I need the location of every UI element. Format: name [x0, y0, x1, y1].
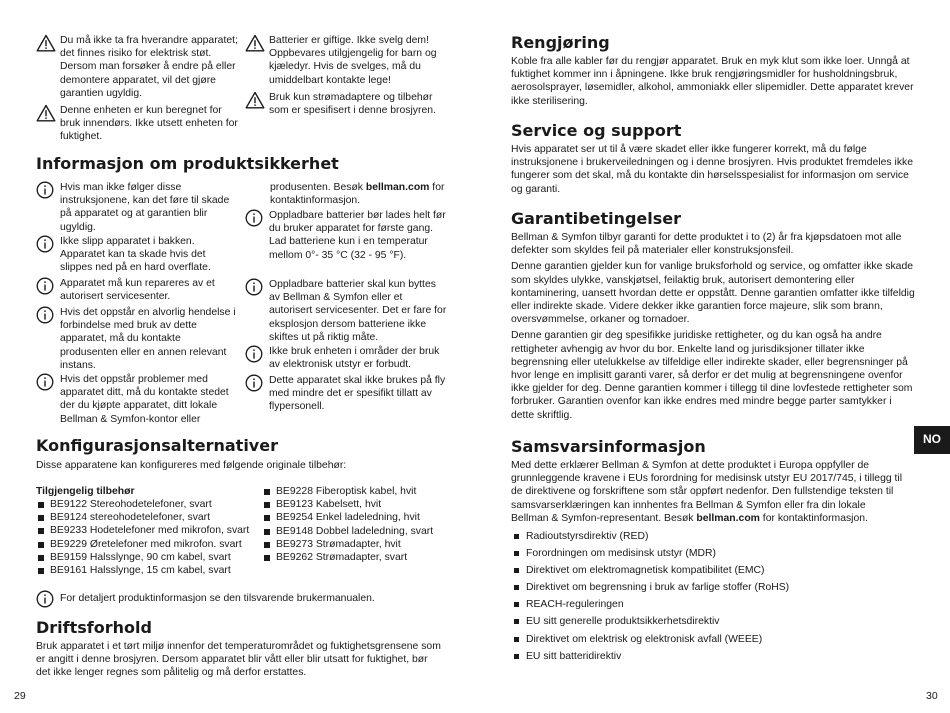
list-item: REACH-reguleringen: [511, 598, 916, 611]
info-icon: [36, 306, 60, 372]
warranty-text: [511, 231, 916, 425]
list-item: Direktivet om elektrisk og elektronisk avfall (WEEE): [511, 633, 916, 646]
warning-triangle-icon: [36, 34, 60, 100]
section-title-config: Konfigurasjonsalternativer: [36, 436, 278, 455]
info-item: [245, 209, 447, 262]
list-item: BE9161 Halsslynge, 15 cm kabel, svart: [36, 564, 256, 577]
warning-text: Du må ikke ta fra hverandre apparatet; det finnes risiko for elektrisk støt. Dersom man forsøker å endre på eller demontere apparatet, vil det gjøre garantien ugyldig.: [60, 35, 238, 99]
list-item: EU sitt generelle produktsikkerhetsdirektiv: [511, 615, 916, 628]
list-item: BE9262 Strømadapter, svart: [262, 551, 452, 564]
warning-item: [245, 34, 449, 87]
info-text: Hvis man ikke følger disse instruksjonene, kan det føre til skade på apparatet og at garantien blir ugyldig.: [60, 182, 230, 233]
accessory-list-2: [262, 485, 452, 564]
list-item: EU sitt batteridirektiv: [511, 650, 916, 663]
info-icon: [36, 181, 60, 234]
config-note: For detaljert produktinformasjon se den tilsvarende brukermanualen.: [60, 593, 375, 605]
language-tab: NO: [914, 426, 950, 454]
warning-triangle-icon: [245, 91, 269, 117]
config-subtitle: Tilgjengelig tilbehør: [36, 486, 135, 497]
section-title-safety: Informasjon om produktsikkerhet: [36, 154, 339, 173]
list-item: Direktivet om elektromagnetisk kompatibilitet (EMC): [511, 564, 916, 577]
info-text: Oppladbare batterier skal kun byttes av Bellman & Symfon eller et autorisert servicesenter. Det er fare for eksplosjon dersom batteriene ikke skiftes ut på riktig måte.: [269, 279, 447, 343]
info-item: [36, 373, 240, 426]
info-text: Apparatet må kun repareres av et autorisert servicesenter.: [60, 278, 215, 303]
list-item: BE9273 Strømadapter, hvit: [262, 538, 452, 551]
info-text-continued: produsenten. Besøk bellman.com for kontaktinformasjon.: [270, 182, 445, 207]
list-item: BE9123 Kabelsett, hvit: [262, 498, 452, 511]
warranty-paragraph: Bellman & Symfon tilbyr garanti for dette produktet i to (2) år fra kjøpsdatoen mot alle defekter som skyldes feil på materialer eller konstruksjonsfeil.: [511, 232, 902, 257]
service-text: Hvis apparatet ser ut til å være skadet eller ikke fungerer korrekt, må du følge instruksjonene i brukerveiledningen og i denne brosjyren. Hvis produktet fremdeles ikke fungerer som det skal, må du kontakte din hørselsspesialist for informasjon om service og garanti.: [511, 144, 913, 195]
info-icon: [245, 278, 269, 344]
list-item: Radioutstyrsdirektiv (RED): [511, 530, 916, 543]
info-icon: [245, 209, 269, 262]
info-item: [245, 278, 447, 344]
warning-triangle-icon: [245, 34, 269, 87]
list-item: BE9159 Halsslynge, 90 cm kabel, svart: [36, 551, 256, 564]
info-item: [36, 590, 440, 608]
page-number-right: 30: [926, 690, 938, 702]
warning-triangle-icon: [36, 104, 60, 144]
info-icon: [36, 235, 60, 275]
warning-text: Denne enheten er kun beregnet for bruk innendørs. Ikke utsett enheten for fuktighet.: [60, 105, 238, 143]
warning-text: Batterier er giftige. Ikke svelg dem! Oppbevares utilgjengelig for barn og kjæledyr. Hvis de svelges, må du umiddelbart kontakte lege!: [269, 35, 437, 86]
accessory-list-1: [36, 498, 256, 577]
info-text: Oppladbare batterier bør lades helt før du bruker apparatet for første gang. Lad batteriene kun i en temperatur mellom 0°- 35 °C (32 - 95 °F).: [269, 210, 446, 261]
cleaning-text: Koble fra alle kabler før du rengjør apparatet. Bruk en myk klut som ikke loer. Unngå at fuktighet kommer inn i åpningene. Ikke bruk rengjøringsmidler for husholdningsbruk, aerosolsprayer, løsemidler, alkohol, ammoniakk eller slipemidler. Dette apparatet krever ikke sterilisering.: [511, 56, 914, 107]
list-item: BE9229 Øretelefoner med mikrofon. svart: [36, 538, 256, 551]
compliance-list: [511, 530, 916, 667]
warning-item: [36, 104, 238, 144]
info-text: Ikke bruk enheten i områder der bruk av elektronisk utstyr er forbudt.: [269, 346, 440, 371]
section-title-compliance: Samsvarsinformasjon: [511, 437, 706, 456]
info-icon: [36, 373, 60, 426]
info-icon: [245, 374, 269, 414]
list-item: BE9228 Fiberoptisk kabel, hvit: [262, 485, 452, 498]
info-item: [36, 235, 240, 275]
list-item: BE9148 Dobbel ladeledning, svart: [262, 525, 452, 538]
info-item: [245, 374, 447, 414]
list-item: BE9254 Enkel ladeledning, hvit: [262, 511, 452, 524]
warning-item: [245, 91, 449, 117]
info-item: [36, 277, 240, 303]
info-icon: [36, 590, 60, 608]
website-link[interactable]: bellman.com: [696, 512, 760, 524]
section-title-warranty: Garantibetingelser: [511, 209, 682, 228]
warning-text: Bruk kun strømadaptere og tilbehør som er spesifisert i denne brosjyren.: [269, 92, 436, 117]
list-item: BE9122 Stereohodetelefoner, svart: [36, 498, 256, 511]
section-title-cleaning: Rengjøring: [511, 33, 610, 52]
list-item: BE9124 stereohodetelefoner, svart: [36, 511, 256, 524]
compliance-text: Med dette erklærer Bellman & Symfon at dette produktet i Europa oppfyller de grunnleggende kravene i EUs forordning for medisinsk utstyr EU 2017/745, i tillegg til de direktivene og forskriftene som står oppført nedenfor. Den fullstendige teksten til samsvarserklæringen kan innhentes fra Bellman & Symfon eller fra din lokale Bellman & Symfon-representant. Besøk bellman.com for kontaktinformasjon.: [511, 460, 903, 524]
warranty-paragraph: Denne garantien gir deg spesifikke juridiske rettigheter, og du kan også ha andre rettigheter avhengig av hvor du bor. Enkelte land og jurisdiksjoner tillater ikke begrensning eller utelukkelse av tilfeldige eller indirekte skader, eller begrensninger på hvor lenge en implisitt garanti varer, så derfor er det mulig at begrensningene ovenfor ikke gjelder for deg. Denne garantien kommer i tillegg til dine lovfestede rettigheter som forbruker. Garantien ovenfor kan ikke endres med mindre begge parter samtykker i dette skriftlig.: [511, 330, 913, 421]
info-text: Hvis det oppstår problemer med apparatet ditt, må du kontakte stedet der du kjøpte apparatet, ditt lokale Bellman & Symfon-kontor eller: [60, 374, 229, 425]
info-text: Dette apparatet skal ikke brukes på fly med mindre det er spesifikt tillatt av flypersonell.: [269, 375, 446, 413]
list-item: Forordningen om medisinsk utstyr (MDR): [511, 547, 916, 560]
info-item: [36, 306, 240, 372]
website-link[interactable]: bellman.com: [365, 182, 430, 193]
operating-text: Bruk apparatet i et tørt miljø innenfor det temperaturområdet og fuktighetsgrensene som er angitt i denne brosjyren. Dersom apparatet blir vått eller blir utsatt for fuktighet, bør det ikke lenger regnes som pålitelig og må derfor erstattes.: [36, 641, 441, 679]
section-title-operating: Driftsforhold: [36, 618, 152, 637]
config-intro: Disse apparatene kan konfigureres med følgende originale tilbehør:: [36, 460, 347, 471]
warranty-paragraph: Denne garantien gjelder kun for vanlige bruksforhold og service, og omfatter ikke skade som skyldes ulykke, vanskjøtsel, feilaktig bruk, autorisert demontering eller kontaminering, uansett hvordan dette er oppstått. Denne garantien omfatter ikke tilfeldig eller indirekte skade. Videre dekker ikke garantien force majeure, slik som brann, oversvømmelse, orkaner og tornadoer.: [511, 261, 915, 326]
warning-item: [36, 34, 238, 100]
info-icon: [245, 345, 269, 371]
page-number-left: 29: [14, 690, 26, 702]
list-item: Direktivet om begrensning i bruk av farlige stoffer (RoHS): [511, 581, 916, 594]
info-item: [36, 181, 240, 234]
section-title-service: Service og support: [511, 121, 682, 140]
info-item: [245, 345, 447, 371]
info-text: Hvis det oppstår en alvorlig hendelse i forbindelse med bruk av dette apparatet, må du kontakte produsenten eller en annen relevant instans.: [60, 307, 236, 371]
info-text: Ikke slipp apparatet i bakken. Apparatet kan ta skade hvis det slippes ned på en hard overflate.: [60, 236, 211, 274]
info-icon: [36, 277, 60, 303]
list-item: BE9233 Hodetelefoner med mikrofon, svart: [36, 524, 256, 537]
